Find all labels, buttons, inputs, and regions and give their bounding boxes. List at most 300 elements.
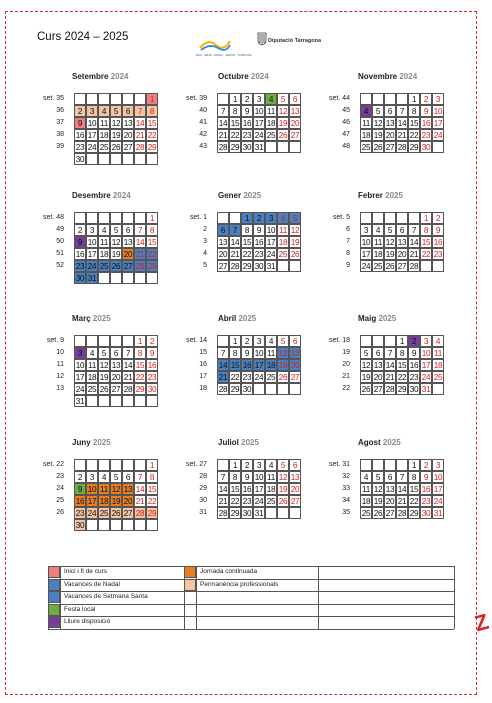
day-cell: 23 [421,497,431,506]
day-cell: 13 [123,485,133,494]
day-cell: 24 [433,131,443,140]
day-cell: 29 [409,143,419,152]
legend-divider [318,566,319,629]
day-cell: 17 [421,361,431,370]
empty-cell [86,395,98,407]
day-cell: 11 [360,483,372,495]
day-cell: 15 [147,119,157,128]
day-cell: 5 [360,347,372,359]
month-name: Desembre [72,191,113,200]
day-cell: 19 [111,497,121,506]
empty-cell [277,383,289,395]
day-cell: 7 [134,105,146,117]
month-year: 2024 [399,72,418,81]
day-cell: 8 [134,347,146,359]
empty-cell [146,519,158,531]
day-cell: 8 [408,105,420,117]
day-cell: 15 [397,361,407,370]
day-cell: 15 [147,238,157,247]
diputacio-logo-text: Diputació Tarragona [268,38,322,44]
day-cell: 22 [397,373,407,382]
month-name: Novembre [358,72,400,81]
empty-cell [432,383,444,395]
day-cell: 1 [134,335,146,347]
day-cell: 17 [433,485,443,494]
legend-row [48,629,454,642]
day-cell: 31 [433,509,443,518]
week-number: set. 27 [185,461,207,468]
day-cell: 3 [420,335,432,347]
day-cell: 23 [409,373,419,382]
day-cell: 18 [361,131,371,140]
legend-divider [196,566,197,629]
empty-cell [134,212,146,224]
month-name: Juliol [218,438,242,447]
day-cell: 21 [218,373,228,382]
day-cell: 2 [241,93,253,105]
month-name: Juny [72,438,93,447]
day-cell: 24 [87,509,97,518]
day-cell: 8 [146,224,158,236]
month-name: Febrer [358,191,386,200]
week-number: 43 [199,143,207,150]
day-cell: 22 [147,131,157,140]
day-cell: 15 [135,361,145,370]
month-year: 2025 [241,438,259,447]
day-cell: 5 [277,335,289,347]
day-cell: 4 [360,471,372,483]
day-cell: 10 [433,473,443,482]
day-cell: 13 [290,349,300,358]
empty-cell [98,153,110,165]
day-cell: 31 [254,143,264,152]
day-cell: 5 [384,224,396,236]
day-cell: 7 [229,224,241,236]
day-cell: 12 [290,226,300,235]
page-title: Curs 2024 – 2025 [37,31,129,43]
day-cell: 7 [396,105,408,117]
day-cell: 2 [408,335,420,347]
day-cell: 12 [278,107,288,116]
day-cell: 1 [229,335,241,347]
empty-cell [384,459,396,471]
legend-swatch-ss [48,591,60,603]
day-cell: 15 [242,238,252,247]
day-cell: 7 [384,347,396,359]
empty-cell [146,153,158,165]
day-cell: 25 [373,262,383,271]
month-desembre-title [72,191,131,200]
day-cell: 20 [397,250,407,259]
month-name: Març [72,314,93,323]
day-cell: 18 [99,250,109,259]
day-cell: 9 [74,117,86,129]
empty-cell [134,272,146,284]
week-number: 28 [199,473,207,480]
day-cell: 26 [99,385,109,394]
empty-cell [74,459,86,471]
day-cell: 27 [385,509,395,518]
day-cell: 12 [385,238,395,247]
day-cell: 13 [290,473,300,482]
day-cell: 10 [254,349,264,358]
day-cell: 20 [218,250,228,259]
week-number: 42 [199,131,207,138]
day-cell: 3 [253,335,265,347]
day-cell: 17 [87,131,97,140]
week-number: 51 [56,250,64,257]
day-cell: 16 [254,238,264,247]
week-number: 26 [56,509,64,516]
day-cell: 30 [242,509,252,518]
day-cell: 12 [111,485,121,494]
day-cell: 29 [147,143,157,152]
day-cell: 5 [277,93,289,105]
day-cell: 5 [98,347,110,359]
week-number: 50 [56,238,64,245]
day-cell: 5 [372,471,384,483]
day-cell: 28 [409,262,419,271]
day-cell: 21 [135,497,145,506]
day-cell: 8 [146,471,158,483]
day-cell: 5 [110,105,122,117]
legend-swatch-perm [184,579,196,591]
empty-cell [122,459,134,471]
week-number: 19 [342,349,350,356]
day-cell: 25 [99,509,109,518]
day-cell: 23 [242,131,252,140]
day-cell: 5 [372,105,384,117]
day-cell: 25 [266,131,276,140]
day-cell: 6 [384,105,396,117]
legend-label-jornada: Jornada continuada [200,568,258,575]
day-cell: 24 [75,385,85,394]
day-cell: 7 [134,471,146,483]
day-cell: 10 [254,473,264,482]
day-cell: 9 [253,224,265,236]
day-cell: 11 [277,224,289,236]
day-cell: 10 [433,107,443,116]
day-cell: 27 [290,373,300,382]
empty-cell [110,395,122,407]
day-cell: 28 [385,385,395,394]
week-number: 2 [203,226,207,233]
day-cell: 8 [396,347,408,359]
day-cell: 15 [230,119,240,128]
week-number: set. 14 [185,337,207,344]
day-cell: 10 [266,226,276,235]
day-cell: 9 [74,483,86,495]
day-cell: 26 [111,509,121,518]
day-cell: 18 [373,250,383,259]
day-cell: 20 [290,361,300,370]
day-cell: 22 [409,497,419,506]
day-cell: 22 [421,250,431,259]
day-cell: 16 [433,238,443,247]
week-number: set. 44 [328,95,350,102]
month-name: Agost [358,438,383,447]
day-cell: 18 [433,361,443,370]
day-cell: 14 [397,485,407,494]
day-cell: 24 [361,262,371,271]
empty-cell [217,93,229,105]
month-agost-title [358,438,401,447]
week-number: 40 [199,107,207,114]
day-cell: 29 [397,385,407,394]
day-cell: 28 [135,509,145,518]
day-cell: 26 [278,131,288,140]
legend-label-nadal: Vacances de Nadal [64,580,120,588]
empty-cell [122,272,134,284]
day-cell: 9 [241,347,253,359]
day-cell: 17 [254,119,264,128]
day-cell: 6 [122,471,134,483]
week-number: set. 18 [328,337,350,344]
month-marc-title [72,314,111,323]
day-cell: 30 [242,385,252,394]
day-cell: 16 [242,485,252,494]
empty-cell [86,93,98,105]
empty-cell [86,335,98,347]
day-cell: 19 [111,131,121,140]
day-cell: 11 [98,483,110,495]
legend-row [48,604,454,617]
day-cell: 11 [86,359,98,371]
empty-cell [265,507,277,519]
empty-cell [265,383,277,395]
week-number: 3 [203,238,207,245]
day-cell: 25 [87,385,97,394]
week-number: 12 [56,373,64,380]
day-cell: 23 [254,250,264,259]
school-logo-text: ESC. GRAF. JORDI · JESÚS · TORTOSA [196,53,252,57]
empty-cell [122,519,134,531]
week-number: 36 [56,107,64,114]
month-year: 2025 [378,314,397,323]
day-cell: 21 [123,373,133,382]
day-cell: 30 [147,385,157,394]
empty-cell [110,459,122,471]
side-mark: Z [471,608,492,637]
day-cell: 12 [278,473,288,482]
month-name: Gener [218,191,244,200]
day-cell: 8 [229,347,241,359]
day-cell: 27 [123,143,133,152]
day-cell: 13 [290,107,300,116]
day-cell: 7 [217,105,229,117]
day-cell: 28 [135,262,145,271]
day-cell: 26 [111,143,121,152]
month-name: Setembre [72,72,111,81]
day-cell: 25 [99,143,109,152]
day-cell: 8 [146,105,158,117]
day-cell: 28 [123,385,133,394]
empty-cell [432,141,444,153]
day-cell: 12 [373,485,383,494]
day-cell: 23 [75,509,85,518]
day-cell: 22 [147,497,157,506]
month-name: Maig [358,314,379,323]
day-cell: 30 [421,509,431,518]
empty-cell [396,212,408,224]
day-cell: 22 [230,497,240,506]
empty-cell [420,260,432,272]
day-cell: 2 [241,335,253,347]
day-cell: 24 [87,262,97,271]
day-cell: 19 [290,238,300,247]
day-cell: 5 [289,212,301,224]
day-cell: 4 [86,347,98,359]
empty-cell [289,383,301,395]
day-cell: 23 [75,143,85,152]
day-cell: 26 [373,143,383,152]
day-cell: 28 [397,143,407,152]
day-cell: 3 [86,224,98,236]
day-cell: 30 [409,385,419,394]
empty-cell [217,335,229,347]
day-cell: 3 [432,459,444,471]
day-cell: 21 [230,250,240,259]
day-cell: 23 [242,497,252,506]
empty-cell [360,212,372,224]
empty-cell [98,93,110,105]
week-number: 52 [56,262,64,269]
day-cell: 28 [218,509,228,518]
empty-cell [277,260,289,272]
day-cell: 17 [254,361,264,370]
day-cell: 2 [420,459,432,471]
week-number: set. 35 [42,95,64,102]
empty-cell [408,212,420,224]
day-cell: 7 [408,224,420,236]
empty-cell [217,212,229,224]
week-number: 18 [199,385,207,392]
day-cell: 28 [397,509,407,518]
empty-cell [110,212,122,224]
day-cell: 14 [409,238,419,247]
day-cell: 1 [229,459,241,471]
day-cell: 2 [241,459,253,471]
week-number: set. 48 [42,214,64,221]
empty-cell [289,141,301,153]
day-cell: 1 [408,93,420,105]
day-cell: 6 [110,347,122,359]
day-cell: 27 [111,385,121,394]
day-cell: 19 [111,250,121,259]
week-number: 10 [56,349,64,356]
day-cell: 14 [385,361,395,370]
legend-swatch-nadal [48,579,60,591]
day-cell: 16 [421,119,431,128]
day-cell: 17 [266,238,276,247]
day-cell: 15 [230,361,240,370]
day-cell: 28 [218,143,228,152]
day-cell: 4 [265,459,277,471]
day-cell: 4 [265,335,277,347]
day-cell: 6 [122,224,134,236]
day-cell: 20 [111,373,121,382]
day-cell: 23 [421,131,431,140]
day-cell: 29 [409,509,419,518]
day-cell: 19 [278,485,288,494]
day-cell: 3 [360,224,372,236]
day-cell: 20 [373,373,383,382]
empty-cell [432,260,444,272]
legend-label-start: Inici i fi de curs [64,568,107,575]
day-cell: 16 [409,361,419,370]
day-cell: 21 [397,497,407,506]
empty-cell [229,212,241,224]
month-juliol-title [218,438,259,447]
week-number: 47 [342,131,350,138]
empty-cell [110,93,122,105]
empty-cell [98,519,110,531]
week-number: 46 [342,119,350,126]
day-cell: 6 [384,471,396,483]
day-cell: 19 [373,497,383,506]
day-cell: 23 [75,262,85,271]
day-cell: 12 [278,349,288,358]
day-cell: 13 [373,361,383,370]
month-gener-title [218,191,261,200]
day-cell: 9 [420,105,432,117]
day-cell: 7 [396,471,408,483]
day-cell: 7 [217,347,229,359]
day-cell: 30 [75,274,85,283]
day-cell: 17 [75,373,85,382]
day-cell: 21 [218,131,228,140]
day-cell: 6 [122,105,134,117]
week-number: 11 [56,361,64,368]
empty-cell [277,141,289,153]
day-cell: 24 [266,250,276,259]
day-cell: 2 [74,471,86,483]
day-cell: 25 [278,250,288,259]
day-cell: 13 [111,361,121,370]
day-cell: 21 [135,131,145,140]
empty-cell [146,272,158,284]
day-cell: 25 [433,373,443,382]
day-cell: 5 [110,471,122,483]
day-cell: 6 [289,93,301,105]
day-cell: 9 [241,105,253,117]
empty-cell [110,153,122,165]
day-cell: 1 [420,212,432,224]
empty-cell [134,93,146,105]
empty-cell [146,395,158,407]
day-cell: 3 [253,459,265,471]
day-cell: 19 [278,119,288,128]
diputacio-shield-icon [257,32,267,46]
day-cell: 9 [74,236,86,248]
week-number: 21 [342,373,350,380]
day-cell: 30 [242,143,252,152]
day-cell: 28 [218,385,228,394]
day-cell: 4 [98,224,110,236]
empty-cell [98,272,110,284]
day-cell: 14 [135,485,145,494]
day-cell: 26 [278,373,288,382]
day-cell: 27 [385,143,395,152]
day-cell: 22 [135,373,145,382]
legend-label-local: Festa local [64,605,96,613]
day-cell: 16 [242,361,252,370]
week-number: 25 [56,497,64,504]
week-number: set. 31 [328,461,350,468]
day-cell: 25 [99,262,109,271]
day-cell: 6 [289,459,301,471]
week-number: set. 39 [185,95,207,102]
